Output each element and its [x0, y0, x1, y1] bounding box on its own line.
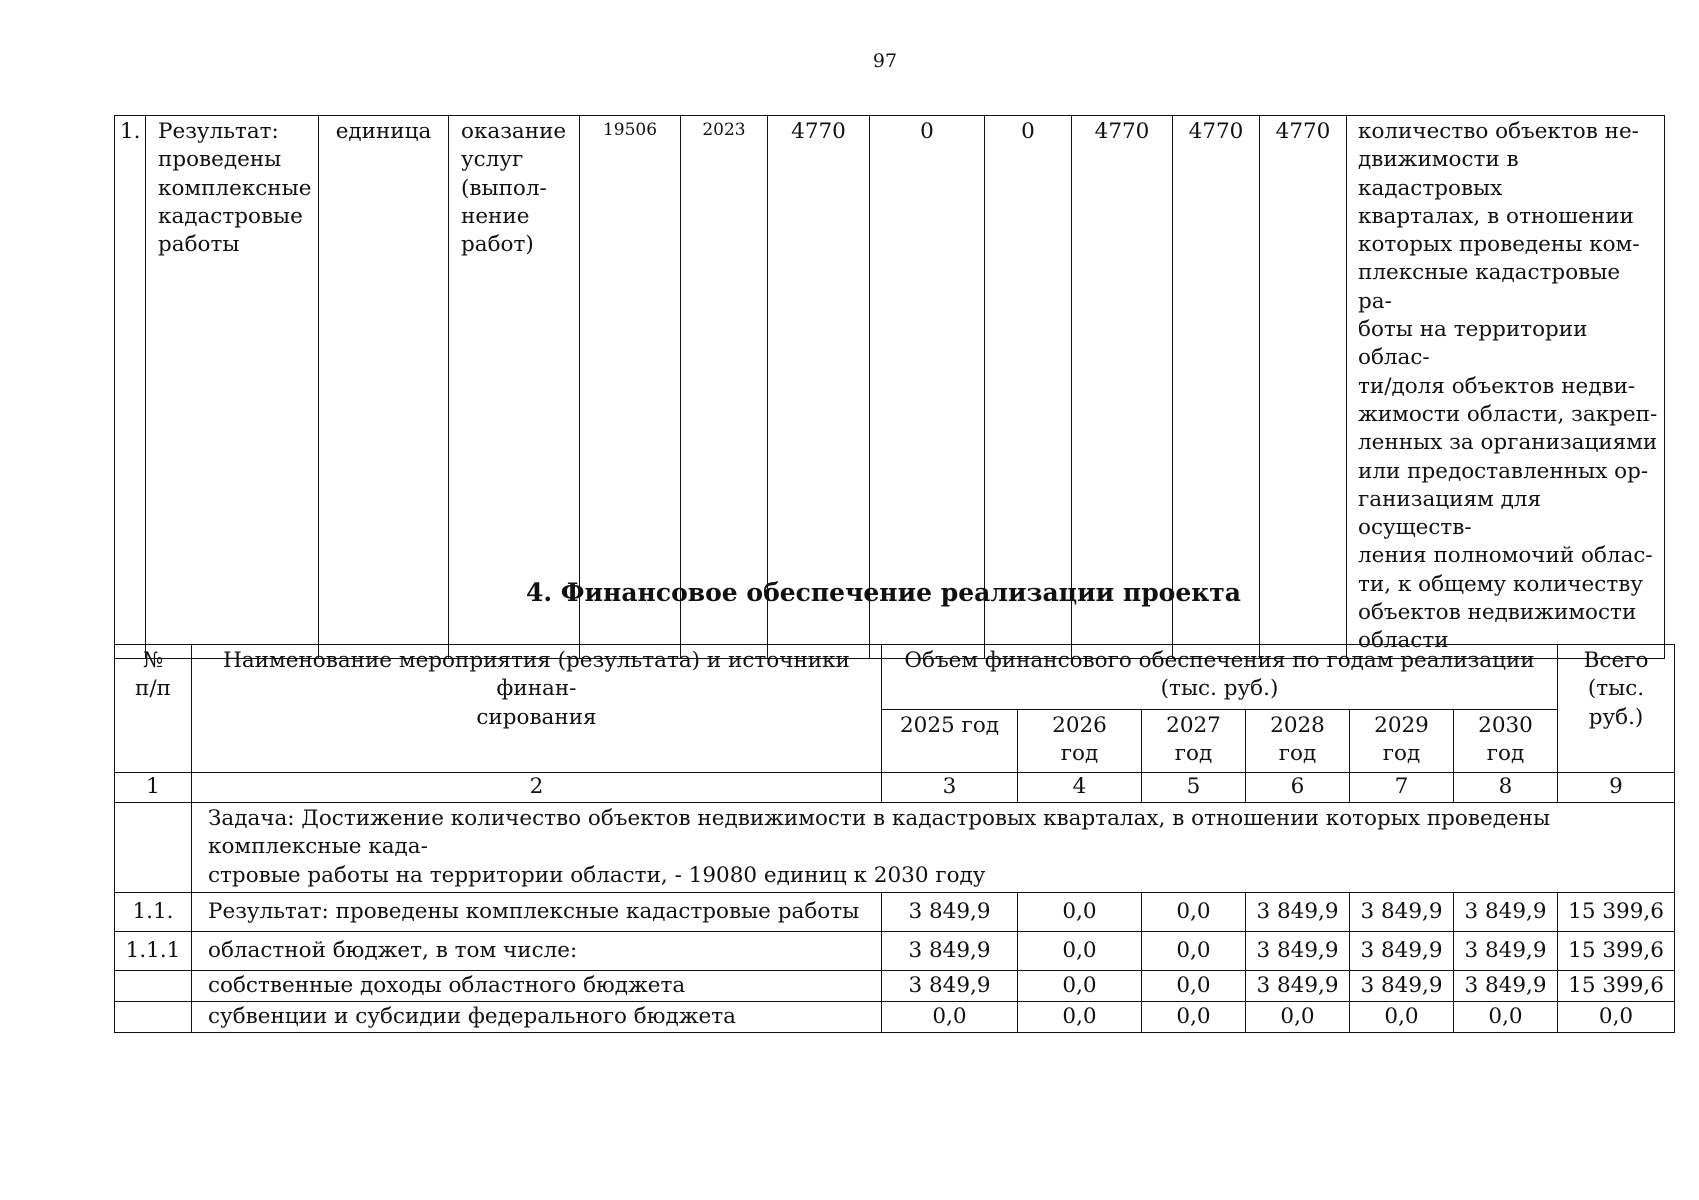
table-row [115, 892, 1675, 931]
header-year-2027: 2027 год [1142, 710, 1246, 773]
row-value: 3 849,9 [1246, 892, 1350, 931]
row-value: 3 849,9 [1454, 892, 1558, 931]
row-value: 0,0 [1018, 970, 1142, 1001]
value-cell: 4770 [768, 116, 870, 659]
row-value: 0,0 [1142, 970, 1246, 1001]
finance-table [114, 644, 1675, 1033]
value-cell: 4770 [1072, 116, 1173, 659]
row-num: 1.1. [115, 892, 192, 931]
row-value: 3 849,9 [1246, 970, 1350, 1001]
row-value: 0,0 [1142, 931, 1246, 970]
row-value: 0,0 [1018, 1001, 1142, 1032]
row-value: 3 849,9 [1350, 931, 1454, 970]
description-cell: количество объектов не- движимости в кадастровых кварталах, в отношении которых проведены ком- плексные кадастровые ра- боты на территории облас- ти/доля объектов недви- жимости области, закреп- ленных за организациями или предоставленных ор- ганизациям для осуществ- ления полномочий облас- ти, к общему количеству объектов недвижимости области [1347, 116, 1665, 659]
type-cell: оказание услуг (выпол- нение работ) [449, 116, 580, 659]
row-num [115, 970, 192, 1001]
row-value: 0,0 [1142, 1001, 1246, 1032]
table-row [115, 1001, 1675, 1032]
row-total: 0,0 [1558, 1001, 1675, 1032]
column-number: 4 [1018, 773, 1142, 803]
column-number: 6 [1246, 773, 1350, 803]
row-value: 0,0 [1350, 1001, 1454, 1032]
row-value: 3 849,9 [1454, 931, 1558, 970]
row-value: 0,0 [1246, 1001, 1350, 1032]
column-number: 7 [1350, 773, 1454, 803]
row-value: 3 849,9 [882, 931, 1018, 970]
header-num: № п/п [115, 645, 192, 773]
row-num: 1.1.1 [115, 931, 192, 970]
row-value: 0,0 [1142, 892, 1246, 931]
header-total: Всего (тыс. руб.) [1558, 645, 1675, 773]
column-number-row [115, 773, 1675, 803]
column-number: 2 [192, 773, 882, 803]
task-text: Задача: Достижение количество объектов недвижимости в кадастровых кварталах, в отношении которых проведены комплексные када- стровые работы на территории области, - 19080 единиц к 2030 году [192, 803, 1675, 893]
base-value-cell: 19506 [580, 116, 681, 659]
column-number: 5 [1142, 773, 1246, 803]
header-year-2026: 2026 год [1018, 710, 1142, 773]
result-row [115, 116, 1665, 659]
header-year-2030: 2030 год [1454, 710, 1558, 773]
value-cell: 0 [870, 116, 985, 659]
row-value: 3 849,9 [1246, 931, 1350, 970]
row-value: 0,0 [1018, 931, 1142, 970]
row-total: 15 399,6 [1558, 970, 1675, 1001]
header-year-2029: 2029 год [1350, 710, 1454, 773]
task-row [115, 803, 1675, 893]
row-name: субвенции и субсидии федерального бюджета [192, 1001, 882, 1032]
row-value: 3 849,9 [1454, 970, 1558, 1001]
header-year-2028: 2028 год [1246, 710, 1350, 773]
row-num [115, 1001, 192, 1032]
header-name: Наименование мероприятия (результата) и источники финан- сирования [192, 645, 882, 773]
column-number: 8 [1454, 773, 1558, 803]
value-cell: 4770 [1173, 116, 1260, 659]
header-volume: Объем финансового обеспечения по годам реализации (тыс. руб.) [882, 645, 1558, 710]
row-value: 0,0 [1454, 1001, 1558, 1032]
result-name: Результат: проведены комплексные кадастровые работы [146, 116, 319, 659]
row-name: Результат: проведены комплексные кадастровые работы [192, 892, 882, 931]
column-number: 9 [1558, 773, 1675, 803]
section-title: 4. Финансовое обеспечение реализации проекта [525, 578, 1241, 607]
row-name: областной бюджет, в том числе: [192, 931, 882, 970]
row-number: 1. [115, 116, 146, 659]
row-value: 0,0 [1018, 892, 1142, 931]
value-cell: 4770 [1260, 116, 1347, 659]
value-cell: 0 [985, 116, 1072, 659]
row-value: 3 849,9 [882, 970, 1018, 1001]
table-row [115, 970, 1675, 1001]
header-year-2025: 2025 год [882, 710, 1018, 773]
row-total: 15 399,6 [1558, 931, 1675, 970]
row-value: 3 849,9 [1350, 892, 1454, 931]
row-value: 0,0 [882, 1001, 1018, 1032]
page-number: 97 [872, 50, 898, 72]
task-num [115, 803, 192, 893]
row-total: 15 399,6 [1558, 892, 1675, 931]
table-row [115, 931, 1675, 970]
column-number: 3 [882, 773, 1018, 803]
row-name: собственные доходы областного бюджета [192, 970, 882, 1001]
base-year-cell: 2023 [681, 116, 768, 659]
header-row [115, 645, 1675, 710]
row-value: 3 849,9 [882, 892, 1018, 931]
column-number: 1 [115, 773, 192, 803]
unit-cell: единица [319, 116, 449, 659]
row-value: 3 849,9 [1350, 970, 1454, 1001]
